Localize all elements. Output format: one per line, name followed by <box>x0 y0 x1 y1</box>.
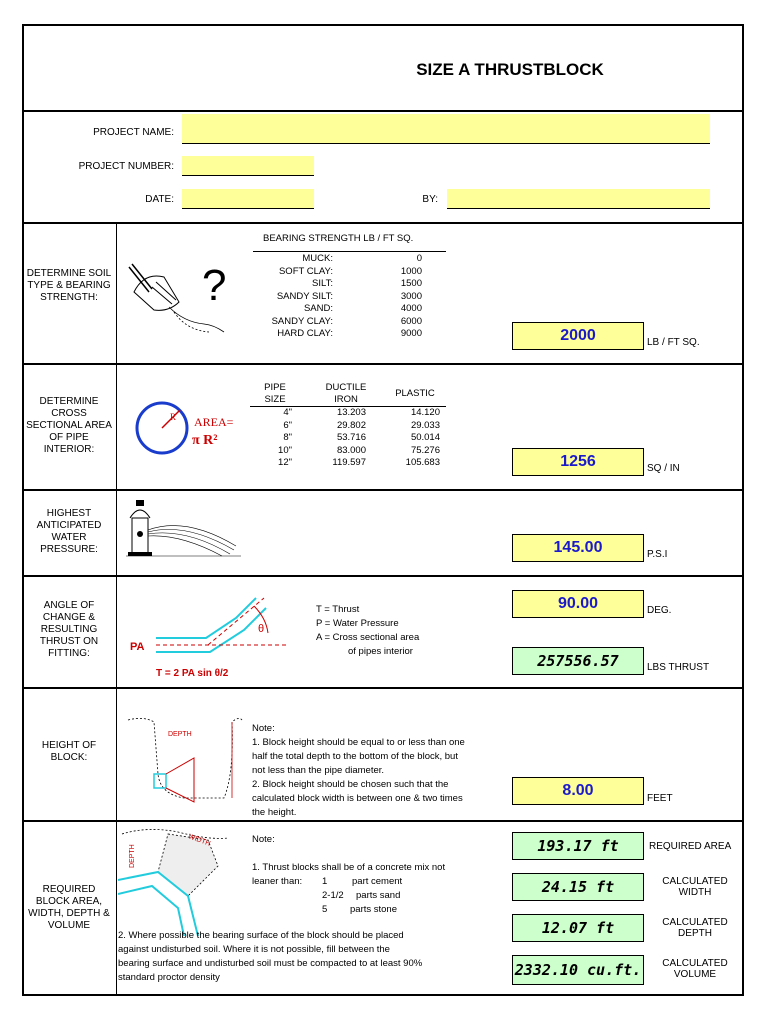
calculated-volume-result: 2332.10 cu.ft. <box>512 955 644 985</box>
svg-text:T = 2 PA sin θ/2: T = 2 PA sin θ/2 <box>156 668 229 679</box>
table-row: 4" 13.203 14.120 <box>283 407 440 418</box>
calculated-width-unit: CALCULATED WIDTH <box>662 876 728 898</box>
svg-text:DEPTH: DEPTH <box>168 731 192 738</box>
legend-pressure: P = Water Pressure <box>316 618 399 629</box>
divider <box>22 489 744 491</box>
bearing-strength-unit: LB / FT SQ. <box>647 337 700 348</box>
mix-qty: 1 <box>322 876 328 887</box>
svg-text:WIDTH: WIDTH <box>187 833 212 848</box>
ductile-header: DUCTILE IRON <box>325 382 367 405</box>
bearing-strength-input[interactable]: 2000 <box>512 322 644 350</box>
project-name-label: PROJECT NAME: <box>93 127 174 138</box>
height-notes: Note: 1. Block height should be equal to or less than one half the total depth to the bottom of the block, but not less than the pipe diameter. 2. Block height should be chosen such that the calculated block width is between one & two times the height. <box>252 723 465 818</box>
angle-input[interactable]: 90.00 <box>512 590 644 618</box>
required-section-label: REQUIRED BLOCK AREA, WIDTH, DEPTH & VOLUME <box>28 884 110 931</box>
calculated-depth-unit: CALCULATED DEPTH <box>662 917 728 939</box>
project-number-field[interactable] <box>182 156 314 176</box>
svg-text:AREA=: AREA= <box>194 415 234 429</box>
divider <box>22 222 744 224</box>
pipe-area-unit: SQ / IN <box>647 463 680 474</box>
pressure-section-label: HIGHEST ANTICIPATED WATER PRESSURE: <box>36 508 102 555</box>
legend-area-cont: of pipes interior <box>348 646 413 657</box>
bearing-table <box>253 253 446 341</box>
question-mark-icon: ? <box>202 261 227 310</box>
table-row: MUCK: 0 <box>302 253 422 264</box>
date-label: DATE: <box>145 194 174 205</box>
thrust-unit: LBS THRUST <box>647 662 710 673</box>
legend-area: A = Cross sectional area <box>316 632 420 643</box>
required-note-title: Note: <box>252 834 275 845</box>
area-section-label: DETERMINE CROSS SECTIONAL AREA OF PIPE INTERIOR: <box>26 396 112 455</box>
mix-item: part cement <box>352 876 403 887</box>
mix-qty: 5 <box>322 904 328 915</box>
column-divider <box>116 222 117 996</box>
block-height-diagram <box>124 714 244 814</box>
table-row: SANDY CLAY: 6000 <box>271 315 422 327</box>
svg-text:θ: θ <box>258 623 265 635</box>
divider <box>22 687 744 689</box>
calculated-volume-unit: CALCULATED VOLUME <box>662 958 728 980</box>
table-row: 12" 119.597 105.683 <box>278 457 440 468</box>
calculated-depth-result: 12.07 ft <box>512 914 644 942</box>
pipe-area-table <box>252 407 442 470</box>
soil-section-label: DETERMINE SOIL TYPE & BEARING STRENGTH: <box>26 268 112 303</box>
project-name-field[interactable] <box>182 114 710 144</box>
required-area-unit: REQUIRED AREA <box>649 841 732 852</box>
by-label: BY: <box>422 194 438 205</box>
table-row: HARD CLAY: 9000 <box>277 328 422 339</box>
table-row: SILT: 1500 <box>312 278 422 289</box>
mix-qty: 2-1/2 <box>322 890 344 901</box>
divider <box>22 820 744 822</box>
block-height-unit: FEET <box>647 793 673 804</box>
water-pressure-input[interactable]: 145.00 <box>512 534 644 562</box>
by-field[interactable] <box>447 189 710 209</box>
divider <box>22 575 744 577</box>
thrust-result: 257556.57 <box>512 647 644 675</box>
table-row: 10" 83.000 75.276 <box>278 444 440 456</box>
legend-thrust: T = Thrust <box>316 604 360 615</box>
required-note1-line2: leaner than: <box>252 876 303 887</box>
thrust-block-diagram <box>118 826 248 936</box>
calculated-width-result: 24.15 ft <box>512 873 644 901</box>
block-height-input[interactable]: 8.00 <box>512 777 644 805</box>
mix-item: parts sand <box>356 890 401 901</box>
pipe-bend-diagram <box>126 588 286 682</box>
table-row: SAND: 4000 <box>303 303 422 314</box>
hydrant-illustration <box>126 496 246 562</box>
pipe-size-header: PIPE SIZE <box>264 382 286 405</box>
required-note1-line1: 1. Thrust blocks shall be of a concrete mix not <box>252 862 446 873</box>
date-field[interactable] <box>182 189 314 209</box>
table-rule <box>253 251 446 252</box>
table-row: SANDY SILT: 3000 <box>276 290 422 302</box>
angle-unit: DEG. <box>647 605 672 616</box>
required-area-result: 193.17 ft <box>512 832 644 860</box>
divider <box>22 110 744 112</box>
svg-text:π R²: π R² <box>192 433 218 448</box>
page-title: SIZE A THRUSTBLOCK <box>416 60 604 79</box>
table-row: SOFT CLAY: 1000 <box>278 265 422 277</box>
table-row: 6" 29.802 29.033 <box>283 419 440 431</box>
height-section-label: HEIGHT OF BLOCK: <box>41 740 97 763</box>
pipe-circle-illustration <box>132 398 242 458</box>
required-note2: 2. Where possible the bearing surface of the block should be placed against undisturbed soil. Where it is not possible, fill between the bearing surface and undisturbed soil must be compacted to at least 90% standard proctor density <box>118 930 423 983</box>
plastic-header: PLASTIC <box>395 388 435 399</box>
bearing-table-title: BEARING STRENGTH LB / FT SQ. <box>263 233 414 244</box>
table-row: 8" 53.716 50.014 <box>283 432 440 443</box>
shovel-soil-illustration <box>124 252 234 342</box>
water-pressure-unit: P.S.I <box>647 549 668 560</box>
svg-text:DEPTH: DEPTH <box>129 844 136 868</box>
thrust-section-label: ANGLE OF CHANGE & RESULTING THRUST ON FITTING: <box>39 600 99 659</box>
project-number-label: PROJECT NUMBER: <box>78 161 174 172</box>
svg-text:PA: PA <box>130 641 145 653</box>
pipe-area-input[interactable]: 1256 <box>512 448 644 476</box>
mix-item: parts stone <box>350 904 397 915</box>
svg-text:R: R <box>170 412 177 422</box>
divider <box>22 363 744 365</box>
